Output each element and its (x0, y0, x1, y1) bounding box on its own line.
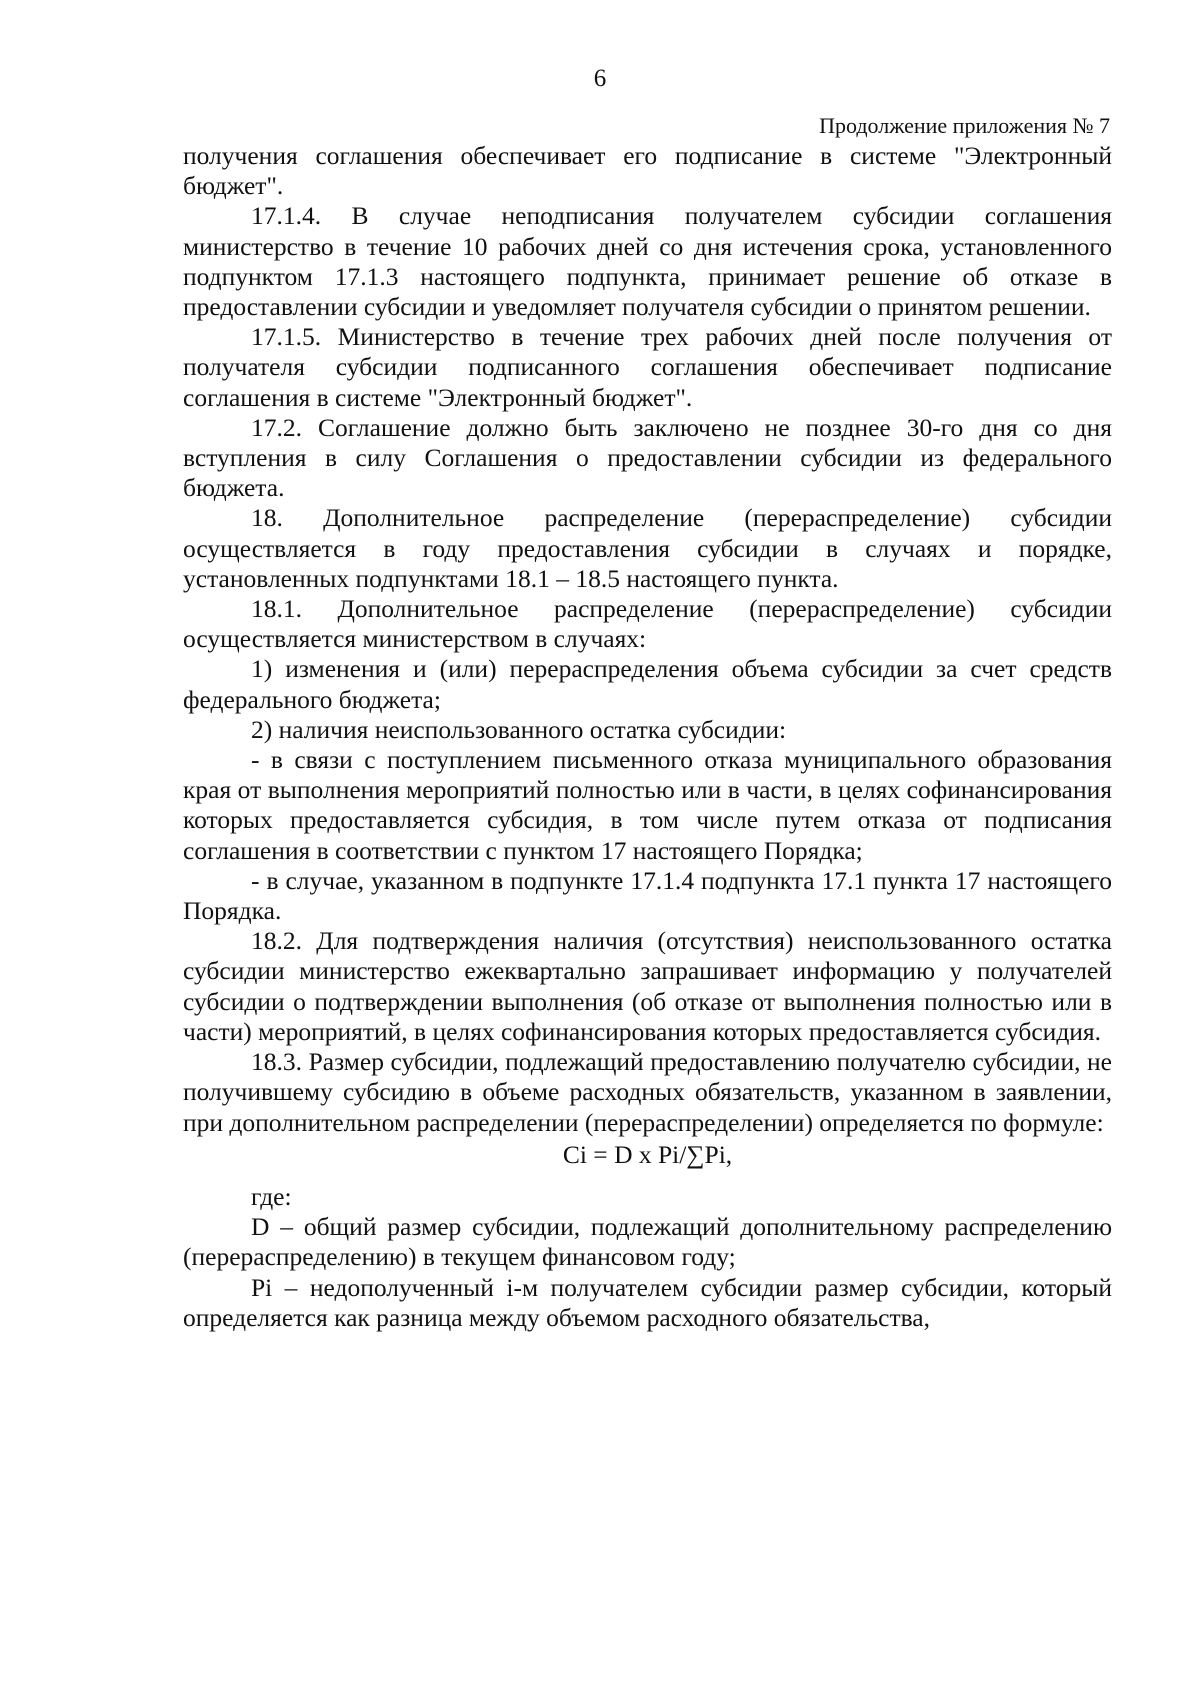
paragraph: 18.2. Для подтверждения наличия (отсутствия) неиспользованного остатка субсидии министерство ежеквартально запрашивает информацию у получателей субсидии о подтверждении выполнения (об отказе от выполнения полностью или в части) мероприятий, в целях софинансирования которых предоставляется субсидия. (183, 926, 1112, 1046)
document-body (183, 141, 1112, 1333)
paragraph: - в связи с поступлением письменного отказа муниципального образования края от выполнения мероприятий полностью или в части, в целях софинансирования которых предоставляется субсидия, в том числе путем отказа от подписания соглашения в соответствии с пунктом 17 настоящего Порядка; (183, 745, 1112, 865)
paragraph: D – общий размер субсидии, подлежащий дополнительному распределению (перераспределению) в текущем финансовом году; (183, 1212, 1112, 1272)
paragraph: 17.2. Соглашение должно быть заключено не позднее 30-го дня со дня вступления в силу Соглашения о предоставлении субсидии из федерального бюджета. (183, 412, 1112, 503)
paragraph: где: (251, 1181, 292, 1211)
formula: Ci = D x Pi/∑Pi, (562, 1139, 733, 1169)
continuation-label: Продолжение приложения № 7 (819, 113, 1110, 138)
paragraph: 18.3. Размер субсидии, подлежащий предоставлению получателю субсидии, не получившему субсидию в объеме расходных обязательств, указанном в заявлении, при дополнительном распределении (перераспределении) определяется по формуле: (183, 1047, 1112, 1137)
paragraph: 18.1. Дополнительное распределение (перераспределение) субсидии осуществляется министерством в случаях: (183, 594, 1112, 654)
paragraph: 1) изменения и (или) перераспределения объема субсидии за счет средств федерального бюджета; (183, 654, 1112, 714)
paragraph: получения соглашения обеспечивает его подписание в системе "Электронный бюджет". (183, 141, 1112, 201)
page-number: 6 (593, 65, 607, 92)
paragraph: 2) наличия неиспользованного остатка субсидии: (251, 714, 787, 744)
paragraph: 18. Дополнительное распределение (перераспределение) субсидии осуществляется в году предоставления субсидии в случаях и порядке, установленных подпунктами 18.1 – 18.5 настоящего пункта. (183, 503, 1112, 593)
paragraph: - в случае, указанном в подпункте 17.1.4 подпункта 17.1 пункта 17 настоящего Порядка. (183, 865, 1112, 926)
paragraph: Pi – недополученный i-м получателем субсидии размер субсидии, который определяется как разница между объемом расходного обязательства, (183, 1272, 1112, 1332)
paragraph: 17.1.4. В случае неподписания получателем субсидии соглашения министерство в течение 10 рабочих дней со дня истечения срока, установленного подпунктом 17.1.3 настоящего подпункта, принимает решение об отказе в предоставлении субсидии и уведомляет получателя субсидии о принятом решении. (183, 201, 1112, 322)
paragraph: 17.1.5. Министерство в течение трех рабочих дней после получения от получателя субсидии подписанного соглашения обеспечивает подписание соглашения в системе "Электронный бюджет". (183, 322, 1112, 412)
